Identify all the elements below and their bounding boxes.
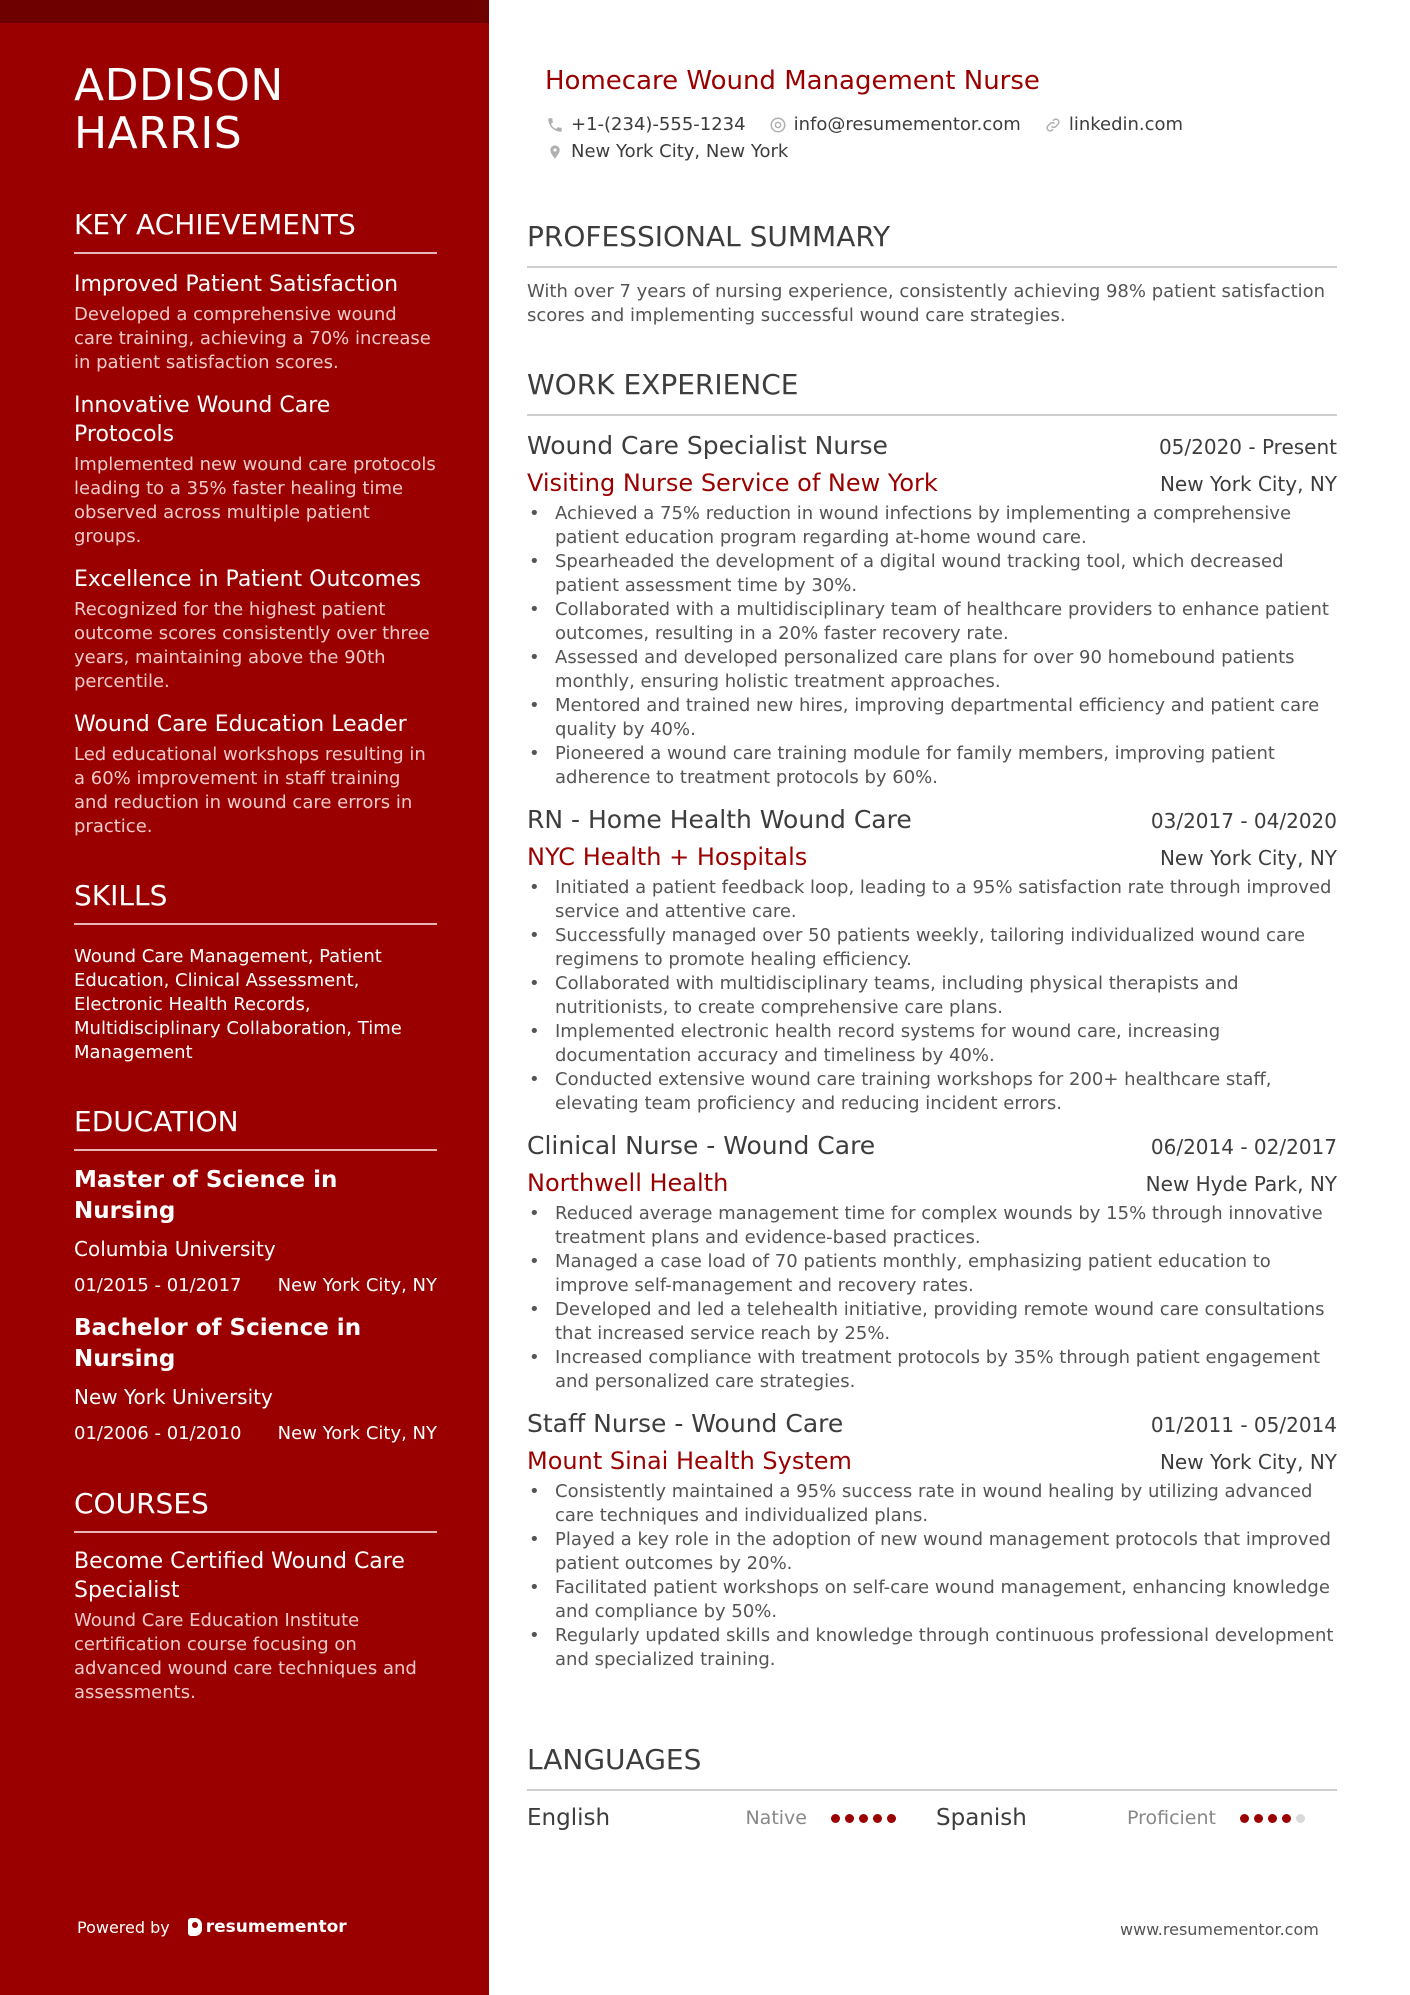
rating-dot-empty [1296, 1814, 1305, 1823]
rating-dot-filled [873, 1814, 882, 1823]
sidebar-top-bar [0, 0, 489, 23]
sidebar-content [74, 62, 437, 1705]
summary-section [527, 220, 1337, 328]
education-heading: EDUCATION [74, 1105, 437, 1151]
job-role: Clinical Nurse - Wound Care [527, 1131, 876, 1160]
achievement-desc: Developed a comprehensive wound care training, achieving a 70% increase in patient satisfaction scores. [74, 304, 431, 373]
job-entry [527, 430, 1337, 790]
job-sub [527, 1168, 1337, 1198]
job-dates: 05/2020 - Present [1158, 435, 1337, 459]
job-company: Mount Sinai Health System [527, 1447, 852, 1475]
bullet: • Successfully managed over 50 patients weekly, tailoring individualized wound care regimens to promote healing efficiency. [527, 924, 1337, 972]
rating-dot-filled [1282, 1814, 1291, 1823]
contact-row [545, 112, 1325, 138]
language-level: Native [745, 1807, 807, 1829]
job-sub [527, 468, 1337, 498]
education-item [74, 1313, 437, 1447]
achievement-desc: Led educational workshops resulting in a 60% improvement in staff training and reduction in wound care errors in practice. [74, 744, 426, 837]
rating-dot-filled [845, 1814, 854, 1823]
skills-list: Wound Care Management, Patient Education, Clinical Assessment, Electronic Health Records, Multidisciplinary Collaboration, Time Management [74, 946, 402, 1063]
edu-degree: Master of Science in Nursing [74, 1167, 338, 1224]
job-bullets [527, 1202, 1337, 1394]
edu-school: New York University [74, 1385, 273, 1409]
edu-location: New York City, NY [277, 1423, 437, 1444]
job-sub [527, 1446, 1337, 1476]
edu-degree: Bachelor of Science in Nursing [74, 1315, 362, 1372]
bullet: • Mentored and trained new hires, improving departmental efficiency and patient care quality by 40%. [527, 694, 1337, 742]
bullet: • Initiated a patient feedback loop, leading to a 95% satisfaction rate through improved service and attentive care. [527, 876, 1337, 924]
email-text: info@resumementor.com [793, 114, 1021, 135]
bullet: • Spearheaded the development of a digital wound tracking tool, which decreased patient assessment time by 30%. [527, 550, 1337, 598]
contact-info [545, 112, 1325, 166]
rating-dot-filled [859, 1814, 868, 1823]
job-title: Homecare Wound Management Nurse [545, 66, 1040, 96]
skills-heading: SKILLS [74, 879, 437, 925]
bullet: • Implemented electronic health record systems for wound care, increasing documentation accuracy and timeliness by 40%. [527, 1020, 1337, 1068]
job-dates: 03/2017 - 04/2020 [1150, 809, 1337, 833]
summary-heading: PROFESSIONAL SUMMARY [527, 220, 1337, 268]
contact-email[interactable] [768, 112, 1021, 138]
achievement-title: Excellence in Patient Outcomes [74, 567, 422, 592]
job-role: Staff Nurse - Wound Care [527, 1409, 844, 1438]
bullet: • Increased compliance with treatment protocols by 35% through patient engagement and personalized care strategies. [527, 1346, 1337, 1394]
job-location: New York City, NY [1159, 846, 1337, 870]
last-name: HARRIS [74, 108, 243, 159]
bullet: • Regularly updated skills and knowledge through continuous professional development and specialized training. [527, 1624, 1337, 1672]
rating-dot-filled [1254, 1814, 1263, 1823]
job-head [527, 1130, 1337, 1162]
job-entry [527, 804, 1337, 1116]
achievement-title: Improved Patient Satisfaction [74, 272, 399, 297]
bullet: • Pioneered a wound care training module for family members, improving patient adherence to treatment protocols by 60%. [527, 742, 1337, 790]
rating-dot-filled [1240, 1814, 1249, 1823]
job-bullets [527, 1480, 1337, 1672]
website-link[interactable]: www.resumementor.com [1120, 1920, 1319, 1939]
pin-icon [545, 142, 565, 162]
languages-heading: LANGUAGES [527, 1743, 1337, 1791]
bullet: • Consistently maintained a 95% success rate in wound healing by utilizing advanced care techniques and individualized plans. [527, 1480, 1337, 1528]
job-sub [527, 842, 1337, 872]
language-rating [831, 1814, 896, 1823]
job-head [527, 1408, 1337, 1440]
edu-dates: 01/2006 - 01/2010 [74, 1423, 242, 1444]
edu-meta [74, 1273, 437, 1299]
linkedin-text: linkedin.com [1068, 114, 1184, 135]
achievement-desc: Implemented new wound care protocols leading to a 35% faster healing time observed across multiple patient groups. [74, 454, 436, 547]
powered-by [77, 1917, 347, 1937]
phone-icon [545, 115, 565, 135]
achievement-item [74, 270, 437, 375]
sidebar [0, 0, 489, 1995]
brand-name: resumementor [205, 1917, 347, 1937]
bullet: • Played a key role in the adoption of new wound management protocols that improved patient outcomes by 20%. [527, 1528, 1337, 1576]
job-company: NYC Health + Hospitals [527, 843, 808, 871]
contact-row [545, 139, 1325, 165]
courses-heading: COURSES [74, 1487, 437, 1533]
powered-by-label: Powered by [77, 1917, 170, 1937]
job-bullets [527, 502, 1337, 790]
course-title: Become Certified Wound Care Specialist [74, 1549, 405, 1603]
job-head [527, 430, 1337, 462]
experience-heading: WORK EXPERIENCE [527, 368, 1337, 416]
language-level: Proficient [1126, 1807, 1216, 1829]
bullet: • Conducted extensive wound care training workshops for 200+ healthcare staff, elevating team proficiency and reducing incident errors. [527, 1068, 1337, 1116]
skills-section [74, 879, 437, 1065]
rating-dot-filled [831, 1814, 840, 1823]
education-section [74, 1105, 437, 1447]
achievement-item [74, 391, 437, 549]
job-dates: 01/2011 - 05/2014 [1150, 1413, 1337, 1437]
brand-logo[interactable] [188, 1917, 347, 1937]
bullet: • Achieved a 75% reduction in wound infections by implementing a comprehensive patient education program regarding at-home wound care. [527, 502, 1337, 550]
bullet: • Facilitated patient workshops on self-care wound management, enhancing knowledge and compliance by 50%. [527, 1576, 1337, 1624]
bullet: • Assessed and developed personalized care plans for over 90 homebound patients monthly, ensuring holistic treatment approaches. [527, 646, 1337, 694]
contact-linkedin[interactable] [1043, 112, 1183, 138]
education-item [74, 1165, 437, 1299]
rating-dot-filled [1268, 1814, 1277, 1823]
experience-section [527, 368, 1337, 1672]
edu-dates: 01/2015 - 01/2017 [74, 1275, 242, 1296]
bullet: • Collaborated with multidisciplinary teams, including physical therapists and nutritionists, to create comprehensive care plans. [527, 972, 1337, 1020]
achievement-desc: Recognized for the highest patient outcome scores consistently over three years, maintaining above the 90th percentile. [74, 599, 430, 692]
job-head [527, 804, 1337, 836]
languages-row [527, 1801, 1337, 1835]
bullet: • Developed and led a telehealth initiative, providing remote wound care consultations that increased service reach by 25%. [527, 1298, 1337, 1346]
candidate-name [74, 62, 437, 158]
edu-meta [74, 1421, 437, 1447]
job-location: New York City, NY [1159, 1450, 1337, 1474]
bullet: • Reduced average management time for complex wounds by 15% through innovative treatment plans and evidence-based practices. [527, 1202, 1337, 1250]
job-role: RN - Home Health Wound Care [527, 805, 912, 834]
job-role: Wound Care Specialist Nurse [527, 431, 888, 460]
job-dates: 06/2014 - 02/2017 [1150, 1135, 1337, 1159]
link-icon [1043, 115, 1063, 135]
bullet: • Managed a case load of 70 patients monthly, emphasizing patient education to improve self-management and recovery rates. [527, 1250, 1337, 1298]
course-desc: Wound Care Education Institute certification course focusing on advanced wound care techniques and assessments. [74, 1610, 417, 1703]
rating-dot-filled [887, 1814, 896, 1823]
bullet: • Collaborated with a multidisciplinary team of healthcare providers to enhance patient outcomes, resulting in a 20% faster recovery rate. [527, 598, 1337, 646]
contact-phone[interactable] [545, 112, 746, 138]
at-icon [768, 115, 788, 135]
first-name: ADDISON [74, 60, 284, 111]
phone-text: +1-(234)-555-1234 [571, 114, 746, 135]
language-rating [1240, 1814, 1305, 1823]
job-entry [527, 1130, 1337, 1394]
brand-logo-icon [188, 1918, 202, 1936]
language-name: English [527, 1805, 611, 1831]
achievement-item [74, 710, 437, 839]
job-entry [527, 1408, 1337, 1672]
location-text: New York City, New York [571, 141, 789, 162]
language-name: Spanish [936, 1805, 1027, 1831]
summary-text: With over 7 years of nursing experience, consistently achieving 98% patient satisfaction scores and implementing successful wound care strategies. [527, 281, 1326, 326]
languages-section [527, 1743, 1337, 1835]
job-location: New York City, NY [1159, 472, 1337, 496]
achievements-section [74, 208, 437, 839]
job-company: Visiting Nurse Service of New York [527, 469, 938, 497]
job-company: Northwell Health [527, 1169, 729, 1197]
job-bullets [527, 876, 1337, 1116]
achievements-heading: KEY ACHIEVEMENTS [74, 208, 437, 254]
achievement-title: Wound Care Education Leader [74, 712, 407, 737]
job-location: New Hyde Park, NY [1145, 1172, 1337, 1196]
edu-location: New York City, NY [277, 1275, 437, 1296]
achievement-item [74, 565, 437, 694]
courses-section [74, 1487, 437, 1705]
contact-location [545, 139, 788, 165]
achievement-title: Innovative Wound Care Protocols [74, 393, 331, 447]
edu-school: Columbia University [74, 1237, 276, 1261]
